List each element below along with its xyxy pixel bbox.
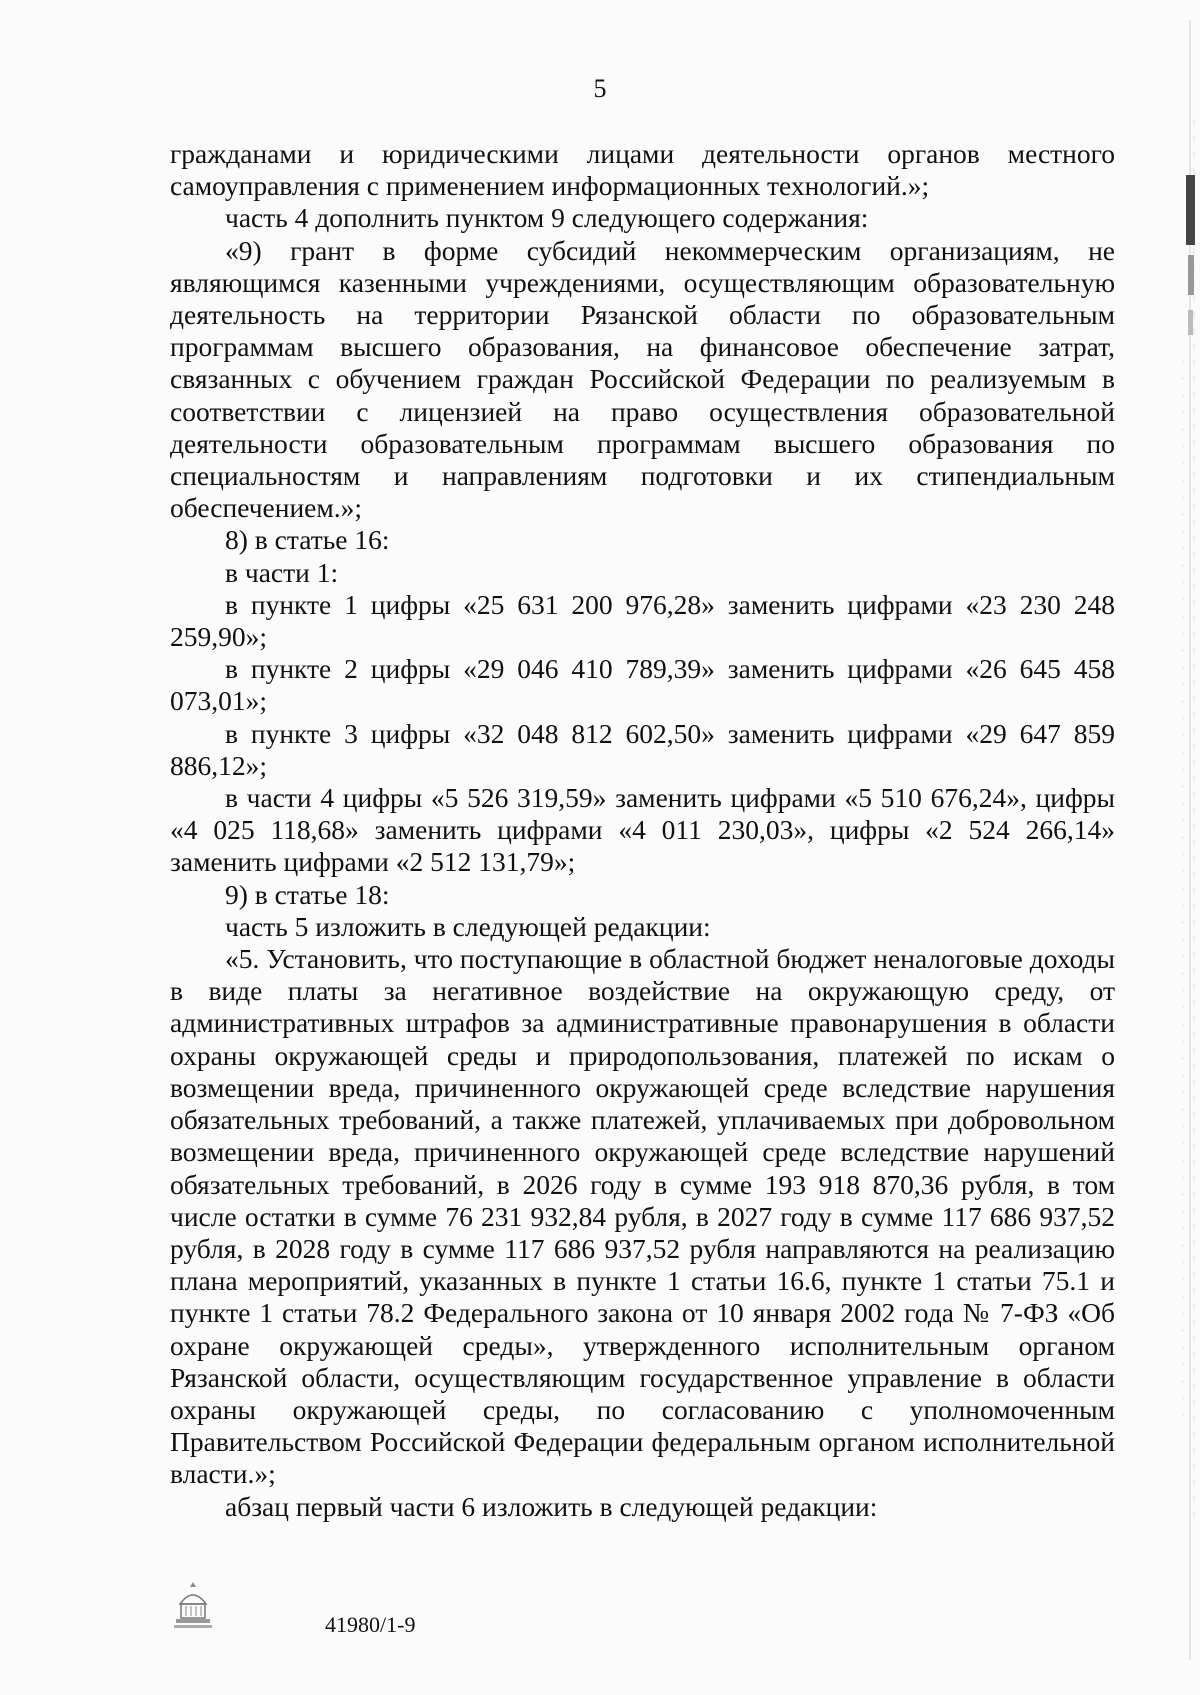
paragraph: гражданами и юридическими лицами деятельности органов местного (170, 138, 1115, 169)
paragraph: 8) в статье 16: (225, 524, 390, 556)
document-body (170, 138, 1115, 1523)
paragraph: 9) в статье 18: (225, 878, 390, 910)
paragraph: «5. Установить, что поступающие в областной бюджет неналоговые доходы в виде платы за негативное воздействие на окружающую среду, от административных штрафов за административные правонарушения в области охраны окружающей среды и природопользования, платежей по искам о возмещении вреда, причиненного окружающей среде вследствие нарушения обязательных требований, а также платежей, уплачиваемых при добровольном возмещении вреда, причиненного окружающей среде вследствие нарушений обязательных требований, в 2026 году в сумме 193 918 870,36 рубля, в том числе остатки в сумме 76 231 932,84 рубля, в 2027 году в сумме 117 686 937,52 рубля, в 2028 году в сумме 117 686 937,52 рубля направляются на реализацию плана мероприятий, указанных в пункте 1 статьи 16.6, пункте 1 статьи 75.1 и пункте 1 статьи 78.2 Федерального закона от 10 января 2002 года № 7-ФЗ «Об охране окружающей среды», утвержденного исполнительным органом Рязанской области, осуществляющим государственное управление в области охраны окружающей среды, по согласованию с уполномоченным Правительством Российской Федерации федеральным органом исполнительной власти.»; (170, 943, 1115, 1490)
paragraph: в пункте 1 цифры «25 631 200 976,28» заменить цифрами «23 230 248 259,90»; (170, 588, 1115, 653)
paragraph: часть 5 изложить в следующей редакции: (225, 910, 711, 942)
paragraph: абзац первый части 6 изложить в следующей редакции: (225, 1490, 878, 1522)
paragraph: самоуправления с применением информационных технологий.»; (170, 170, 930, 202)
paragraph: часть 4 дополнить пунктом 9 следующего содержания: (225, 202, 869, 234)
scan-edge-marks (1168, 20, 1198, 1660)
paragraph: «9) грант в форме субсидий некоммерческим организациям, не являющимся казенными учреждениями, осуществляющим образовательную деятельность на территории Рязанской области по образовательным программам высшего образования, на финансовое обеспечение затрат, связанных с обучением граждан Российской Федерации по реализуемым в соответствии с лицензией на право осуществления образовательной деятельности образовательным программам высшего образования по специальностям и направлениям подготовки и их стипендиальным обеспечением.»; (170, 234, 1115, 524)
paragraph: в части 4 цифры «5 526 319,59» заменить цифрами «5 510 676,24», цифры «4 025 118,68» заменить цифрами «4 011 230,03», цифры «2 524 266,14» заменить цифрами «2 512 131,79»; (170, 782, 1115, 878)
paragraph: в пункте 3 цифры «32 048 812 602,50» заменить цифрами «29 647 859 886,12»; (170, 717, 1115, 781)
emblem-icon (172, 1578, 214, 1630)
paragraph: в части 1: (225, 556, 339, 588)
page-number: 5 (593, 74, 607, 103)
paragraph: в пункте 2 цифры «29 046 410 789,39» заменить цифрами «26 645 458 073,01»; (170, 653, 1115, 717)
document-code: 41980/1-9 (325, 1612, 416, 1637)
